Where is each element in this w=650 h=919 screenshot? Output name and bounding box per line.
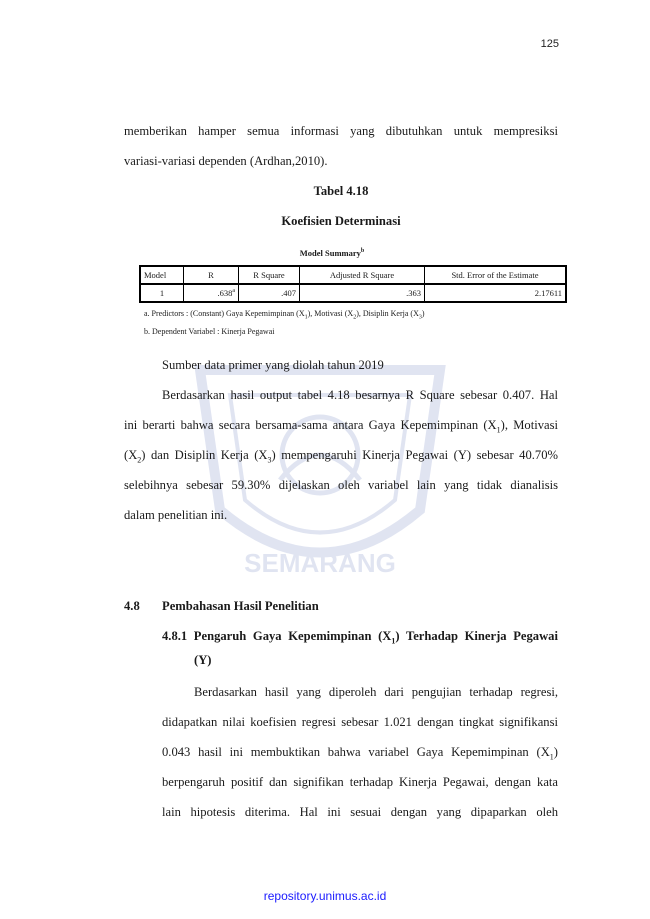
paragraph2-line-5: lain hipotesis diterima. Hal ini sesuai dengan yang dipaparkan oleh xyxy=(162,805,558,819)
paragraph2-line-2: didapatkan nilai koefisien regresi sebesar 1.021 dengan tingkat signifikansi xyxy=(162,715,558,729)
paragraph1-line-5: dalam penelitian ini. xyxy=(124,508,228,522)
footnote-a: a. Predictors : (Constant) Gaya Kepemimpinan $(X_1)$, Motivasi $(X_2)$, Disiplin Kerja $(X_3)$ xyxy=(144,309,425,321)
subsection-title: 4.8.1 Pengaruh Gaya Kepemimpinan $(X_1)$ Terhadap Kinerja Pegawai xyxy=(162,629,558,646)
header-model: Model xyxy=(140,266,184,284)
section-number: 4.8 xyxy=(124,599,140,613)
table-title: Koefisien Determinasi xyxy=(281,214,401,228)
cell-model: 1 xyxy=(140,284,184,302)
intro-line-2: variasi-variasi dependen (Ardhan,2010). xyxy=(124,154,328,168)
model-summary-table xyxy=(139,265,567,303)
page-number: 125 xyxy=(540,38,559,50)
paragraph1-line-2: ini berarti bahwa secara bersama-sama antara Gaya Kepemimpinan $(X_1)$, Motivasi xyxy=(124,418,558,435)
header-adjusted-r-square: Adjusted R Square xyxy=(300,266,425,284)
repository-link[interactable]: repository.unimus.ac.id xyxy=(263,889,387,903)
cell-std-error: 2.17611 xyxy=(425,284,567,302)
header-std-error: Std. Error of the Estimate xyxy=(425,266,567,284)
section-title: Pembahasan Hasil Penelitian xyxy=(162,599,319,613)
paragraph2-line-1: Berdasarkan hasil yang diperoleh dari pengujian terhadap regresi, xyxy=(194,685,558,699)
paragraph2-line-4: berpengaruh positif dan signifikan terhadap Kinerja Pegawai, dengan kata xyxy=(162,775,558,789)
paragraph1-line-4: selebihnya sebesar 59.30% dijelaskan oleh variabel lain yang tidak dianalisis xyxy=(124,478,558,492)
cell-adjusted-r-square: .363 xyxy=(300,284,425,302)
header-r: R xyxy=(184,266,239,284)
source-line: Sumber data primer yang diolah tahun 2019 xyxy=(162,358,384,372)
watermark-text: SEMARANG xyxy=(244,548,396,578)
header-r-square: R Square xyxy=(239,266,300,284)
table-label: Tabel 4.18 xyxy=(313,184,369,198)
cell-r: .638$^a$ xyxy=(184,284,239,302)
table-row xyxy=(140,284,566,302)
subsection-title-cont: (Y) xyxy=(194,653,212,667)
intro-line-1: memberikan hamper semua informasi yang dibutuhkan untuk mempresiksi xyxy=(124,124,558,138)
table-header-row xyxy=(140,266,566,284)
paragraph1-line-3: $(X_2)$ dan Disiplin Kerja $(X_3)$ mempengaruhi Kinerja Pegawai (Y) sebesar 40.70% xyxy=(124,448,559,465)
model-summary-title: Model Summary$^b$ xyxy=(299,248,365,258)
footnote-b: b. Dependent Variabel : Kinerja Pegawai xyxy=(144,327,275,336)
cell-r-square: .407 xyxy=(239,284,300,302)
paragraph1-line-1: Berdasarkan hasil output tabel 4.18 besarnya R Square sebesar 0.407. Hal xyxy=(162,388,558,402)
paragraph2-line-3: 0.043 hasil ini membuktikan bahwa variabel Gaya Kepemimpinan $(X_1)$ xyxy=(162,745,558,762)
